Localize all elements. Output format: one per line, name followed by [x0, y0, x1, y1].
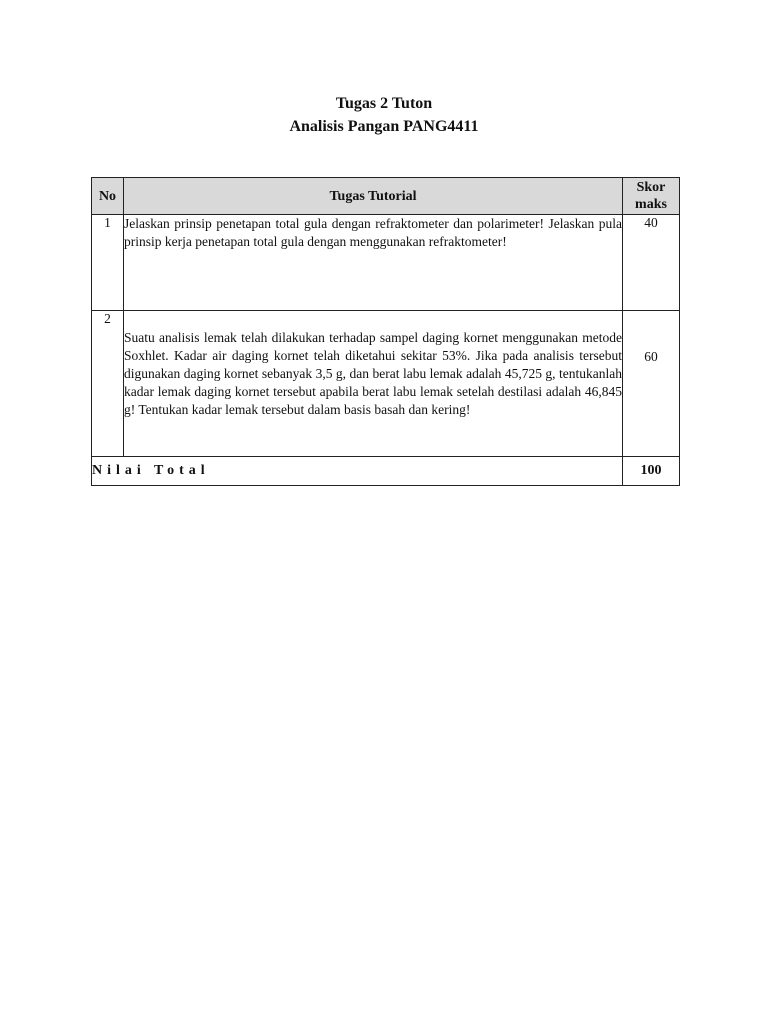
- column-header-score-line1: Skor: [636, 180, 666, 195]
- table-row: [92, 215, 680, 311]
- document-subtitle: Analisis Pangan PANG4411: [289, 118, 479, 135]
- table-header-row: [92, 178, 680, 215]
- column-header-task: Tugas Tutorial: [124, 178, 623, 215]
- task-text: Jelaskan prinsip penetapan total gula dengan refraktometer dan polarimeter! Jelaskan pula prinsip kerja penetapan total gula dengan menggunakan refraktometer!: [124, 215, 623, 311]
- max-score: 60: [623, 311, 680, 457]
- task-text: Suatu analisis lemak telah dilakukan terhadap sampel daging kornet menggunakan metode Soxhlet. Kadar air daging kornet telah diketahui sekitar 53%. Jika pada analisis tersebut digunakan daging kornet sebanyak 3,5 g, dan berat labu lemak adalah 45,725 g, tentukanlah kadar lemak daging kornet tersebut apabila berat labu lemak setelah destilasi adalah 46,845 g! Tentukan kadar lemak tersebut dalam basis basah dan kering!: [124, 311, 623, 457]
- max-score: 40: [623, 215, 680, 311]
- column-header-score: [623, 178, 680, 215]
- row-number: 1: [92, 215, 124, 311]
- column-header-score-line2: maks: [635, 197, 667, 212]
- total-row: [92, 457, 680, 486]
- row-number: 2: [92, 311, 124, 457]
- document-header: [0, 92, 768, 138]
- document-title: Tugas 2 Tuton: [335, 95, 433, 112]
- total-label: Nilai Total: [92, 457, 623, 486]
- table-row: [92, 311, 680, 457]
- column-header-no: No: [92, 178, 124, 215]
- total-value: 100: [623, 457, 680, 486]
- task-table: [91, 177, 680, 486]
